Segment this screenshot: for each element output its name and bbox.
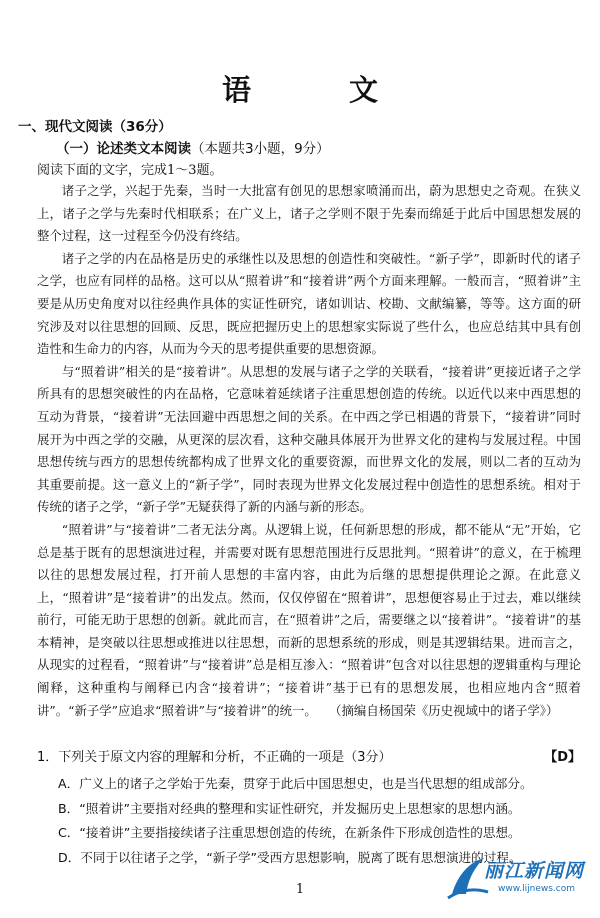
option-a: A．广义上的诸子之学始于先秦，贯穿于此后中国思想史，也是当代思想的组成部分。 — [58, 776, 533, 791]
answer-mark: 【D】 — [544, 750, 581, 765]
question-1 — [37, 746, 581, 765]
subsection-note: （本题共3小题，9分） — [191, 141, 330, 157]
passage-paragraph-2: 诸子之学的内在品格是历史的承继性以及思想的创造性和突破性。“新子学”，即新时代的诸子之学，也应有同样的品格。这可以从“照着讲”和“接着讲”两个方面来理解。一般而言，“照着讲”主要是从历史角度对以往经典作具体的实证性研究，诸如训诂、校勘、文献编纂，等等。这方面的研究涉及对以往思想的回顾、反思，既应把握历史上的思想家实际说了些什么，也应总结其中具有创造性和生命力的内容，从而为今天的思考提供重要的思想资源。 — [37, 250, 581, 357]
passage-paragraph-4: “照着讲”与“接着讲”二者无法分离。从逻辑上说，任何新思想的形成，都不能从“无”开始，它总是基于既有的思想演进过程，并需要对既有思想范围进行反思批判。“照着讲”的意义，在于梳理以往的思想发展过程，打开前人思想的丰富内容，由此为后继的思想提供理论之源。在此意义上，“照着讲”是“接着讲”的出发点。然而，仅仅停留在“照着讲”，思想便容易止于过去，难以继续前行，可能无助于思想的创新。就此而言，在“照着讲”之后，需要继之以“接着讲”。“接着讲”的基本精神，是突破以往思想或推进以往思想，而新的思想系统的形成，则是其逻辑结果。进而言之，从现实的过程看，“照着讲”与“接着讲”总是相互渗入：“照着讲”包含对以往思想的逻辑重构与理论阐释，这种重构与阐释已内含“接着讲”；“接着讲”基于已有的思想发展，也相应地内含“照着讲”。“新子学”应追求“照着讲”与“接着讲”的统一。 （摘编自杨国荣《历史视域中的诸子学》） — [37, 521, 581, 718]
reading-instruction: 阅读下面的文字，完成1～3题。 — [37, 163, 223, 178]
option-d: D．不同于以往诸子之学，“新子学”受西方思想影响，脱离了既有思想演进的过程。 — [58, 849, 522, 865]
watermark-url: www.lijnews.com — [498, 884, 575, 894]
option-b: B．“照着讲”主要指对经典的整理和实证性研究，并发掘历史上思想家的思想内涵。 — [58, 800, 521, 816]
subsection-heading — [56, 137, 330, 157]
page-number: 1 — [295, 882, 305, 897]
subsection-label: （一）论述类文本阅读 — [56, 141, 191, 157]
watermark-brand: 丽江新闻网 — [484, 860, 585, 882]
passage-body — [37, 180, 581, 722]
passage-paragraph-3: 与“照着讲”相关的是“接着讲”。从思想的发展与诸子之学的关联看，“接着讲”更接近诸子之学所具有的思想突破性的内在品格，它意味着延续诸子注重思想创造的传统。以近代以来中西思想的互动为背景，“接着讲”无法回避中西思想之间的关系。在中西之学已相遇的背景下，“接着讲”同时展开为中西之学的交融，从更深的层次看，这种交融具体展开为世界文化的建构与发展过程。中国思想传统与西方的思想传统都构成了世界文化的重要资源，而世界文化的发展，则以二者的互动为其重要前提。这一意义上的“新子学”，同时表现为世界文化发展过程中创造性的思想系统。相对于传统的诸子之学，“新子学”无疑获得了新的内涵与新的形态。 — [37, 363, 581, 515]
page-title: 语 文 — [221, 73, 423, 107]
passage-paragraph-1: 诸子之学，兴起于先秦，当时一大批富有创见的思想家喷涌而出，蔚为思想史之奇观。在狭义上，诸子之学与先秦时代相联系；在广义上，诸子之学则不限于先秦而绵延于此后中国思想发展的整个过程，这一过程至今仍没有终结。 — [37, 183, 581, 244]
section-heading: 一、现代文阅读（36分） — [18, 119, 172, 135]
watermark-logo — [446, 854, 586, 904]
question-stem: 1．下列关于原文内容的理解和分析，不正确的一项是（3分） — [37, 750, 392, 765]
option-c: C．“接着讲”主要指接续诸子注重思想创造的传统，在新条件下形成创造性的思想。 — [58, 825, 521, 841]
